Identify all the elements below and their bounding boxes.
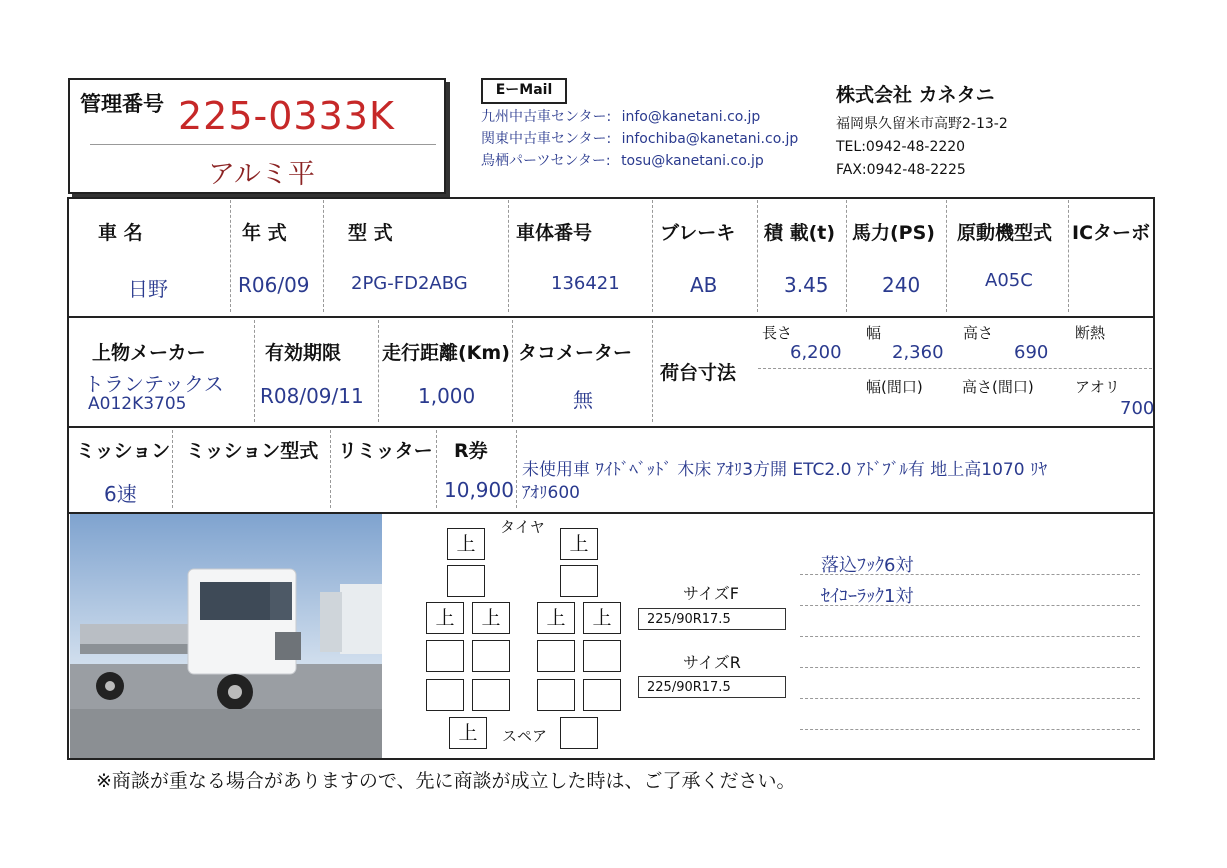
center-name: 関東中古車センター: [481,131,612,147]
value-mission: 6速 [104,482,137,506]
label-mileage: 走行距離(Km) [382,342,510,364]
value-power: 240 [882,273,921,297]
col-divider [378,320,379,422]
body-type: アルミ平 [208,159,315,190]
col-divider [508,200,509,312]
contact-kyushu [481,106,798,128]
remarks-line1: 未使用車 ﾜｲﾄﾞﾍﾞｯﾄﾞ 木床 ｱｵﾘ3方開 ETC2.0 ｱﾄﾞﾌﾞﾙ有 地上高1070 ﾘﾔ [522,460,1047,480]
label-load: 積 載(t) [764,222,836,244]
label-brake: ブレーキ [660,222,736,244]
mgmt-number: 225-0333K [178,94,395,138]
dim-length-label: 長さ [762,324,793,342]
label-year: 年 式 [242,222,287,244]
dim-width-opening-label: 幅(間口) [866,378,923,396]
col-divider [323,200,324,312]
dim-divider [758,368,1152,369]
tire-slot [583,640,621,672]
mgmt-label: 管理番号 [80,92,164,116]
dim-length: 6,200 [790,342,842,363]
note-line [800,605,1140,606]
contact-kanto [481,128,798,150]
label-cargo-dims: 荷台寸法 [660,362,737,384]
note-line [800,667,1140,668]
dim-width: 2,360 [892,342,944,363]
tire-front-right: 上 [560,528,598,560]
value-maker-name: トランテックス [84,372,224,396]
col-divider [330,430,331,508]
company-tel: TEL:0942-48-2220 [836,139,966,155]
col-divider [172,430,173,508]
contact-email[interactable]: infochiba@kanetani.co.jp [621,131,799,147]
company-block [836,80,1008,182]
value-engine: A05C [985,270,1033,291]
center-name: 九州中古車センター: [481,109,612,125]
label-car-name: 車 名 [98,222,143,244]
label-mission: ミッション [76,440,171,462]
value-brake: AB [690,273,718,297]
tire-slot [472,640,510,672]
tire-rear-left-outer: 上 [426,602,464,634]
value-mileage: 1,000 [418,384,476,408]
col-divider [946,200,947,312]
dim-height: 690 [1014,342,1049,363]
dim-aori: 700 [1120,398,1155,419]
truck-photo [70,514,382,758]
tire-spare: 上 [449,717,487,749]
col-divider [254,320,255,422]
value-chassis: 136421 [551,273,620,294]
label-model: 型 式 [348,222,393,244]
value-maker-code: A012K3705 [88,394,187,414]
col-divider [652,320,653,422]
tire-front-left-lower [447,565,485,597]
col-divider [652,200,653,312]
tire-label: タイヤ [500,518,545,536]
tire-front-left: 上 [447,528,485,560]
tire-slot [537,640,575,672]
dim-width-label: 幅 [866,324,882,342]
dim-aori-label: アオリ [1075,378,1120,396]
company-address: 福岡県久留米市高野2-13-2 [836,116,1008,132]
footer-notice: ※商談が重なる場合がありますので、先に商談が成立した時は、ご了承ください。 [96,770,796,792]
size-f-label: サイズF [683,584,739,603]
note-line [800,729,1140,730]
remarks-line2: ｱｵﾘ600 [522,483,580,503]
note-line [800,636,1140,637]
tire-slot [537,679,575,711]
tire-front-right-lower [560,565,598,597]
col-divider [1068,200,1069,312]
value-car-name: 日野 [128,277,168,301]
contact-list [481,106,798,172]
label-engine: 原動機型式 [957,222,1053,244]
note-2: ｾｲｺｰﾗｯｸ1対 [821,586,914,607]
tire-rear-left-inner: 上 [472,602,510,634]
tire-spare-empty [560,717,598,749]
dim-insulation-label: 断熱 [1075,324,1106,342]
tire-slot [426,679,464,711]
label-power: 馬力(PS) [852,222,935,244]
label-mission-type: ミッション型式 [186,440,319,462]
company-fax: FAX:0942-48-2225 [836,162,966,178]
tire-slot [472,679,510,711]
tire-rear-right-inner: 上 [537,602,575,634]
size-f-value: 225/90R17.5 [638,608,786,630]
contact-tosu [481,150,798,172]
label-chassis: 車体番号 [516,222,593,244]
center-name: 鳥栖パーツセンター: [481,153,611,169]
label-maker: 上物メーカー [92,342,206,364]
label-limiter: リミッター [338,440,433,462]
value-r-ken: 10,900 [444,478,514,502]
row-separator [67,316,1155,318]
size-r-label: サイズR [683,653,741,672]
label-expiry: 有効期限 [265,342,342,364]
tire-slot [583,679,621,711]
dim-height-opening-label: 高さ(間口) [962,378,1034,396]
value-year: R06/09 [238,273,310,297]
contact-email[interactable]: tosu@kanetani.co.jp [621,153,764,169]
label-tacho: タコメーター [518,342,633,364]
size-r-value: 225/90R17.5 [638,676,786,698]
col-divider [846,200,847,312]
contact-email[interactable]: info@kanetani.co.jp [621,109,761,125]
value-expiry: R08/09/11 [260,384,364,408]
management-box [68,78,446,194]
label-turbo: ICターボ [1072,222,1151,244]
note-1: 落込ﾌｯｸ6対 [821,555,914,576]
col-divider [230,200,231,312]
note-line [800,574,1140,575]
dim-height-label: 高さ [963,324,994,342]
value-load: 3.45 [784,273,829,297]
col-divider [512,320,513,422]
row-separator [67,426,1155,428]
col-divider [757,200,758,312]
spare-label: スペア [502,727,548,745]
col-divider [436,430,437,508]
email-badge: EーMail [481,78,567,104]
value-model: 2PG-FD2ABG [351,273,468,294]
label-r-ken: R券 [454,440,488,462]
value-tacho: 無 [573,388,593,412]
company-name: 株式会社 カネタニ [836,84,995,106]
header-divider [90,144,436,145]
col-divider [516,430,517,508]
tire-rear-right-outer: 上 [583,602,621,634]
tire-slot [426,640,464,672]
note-line [800,698,1140,699]
